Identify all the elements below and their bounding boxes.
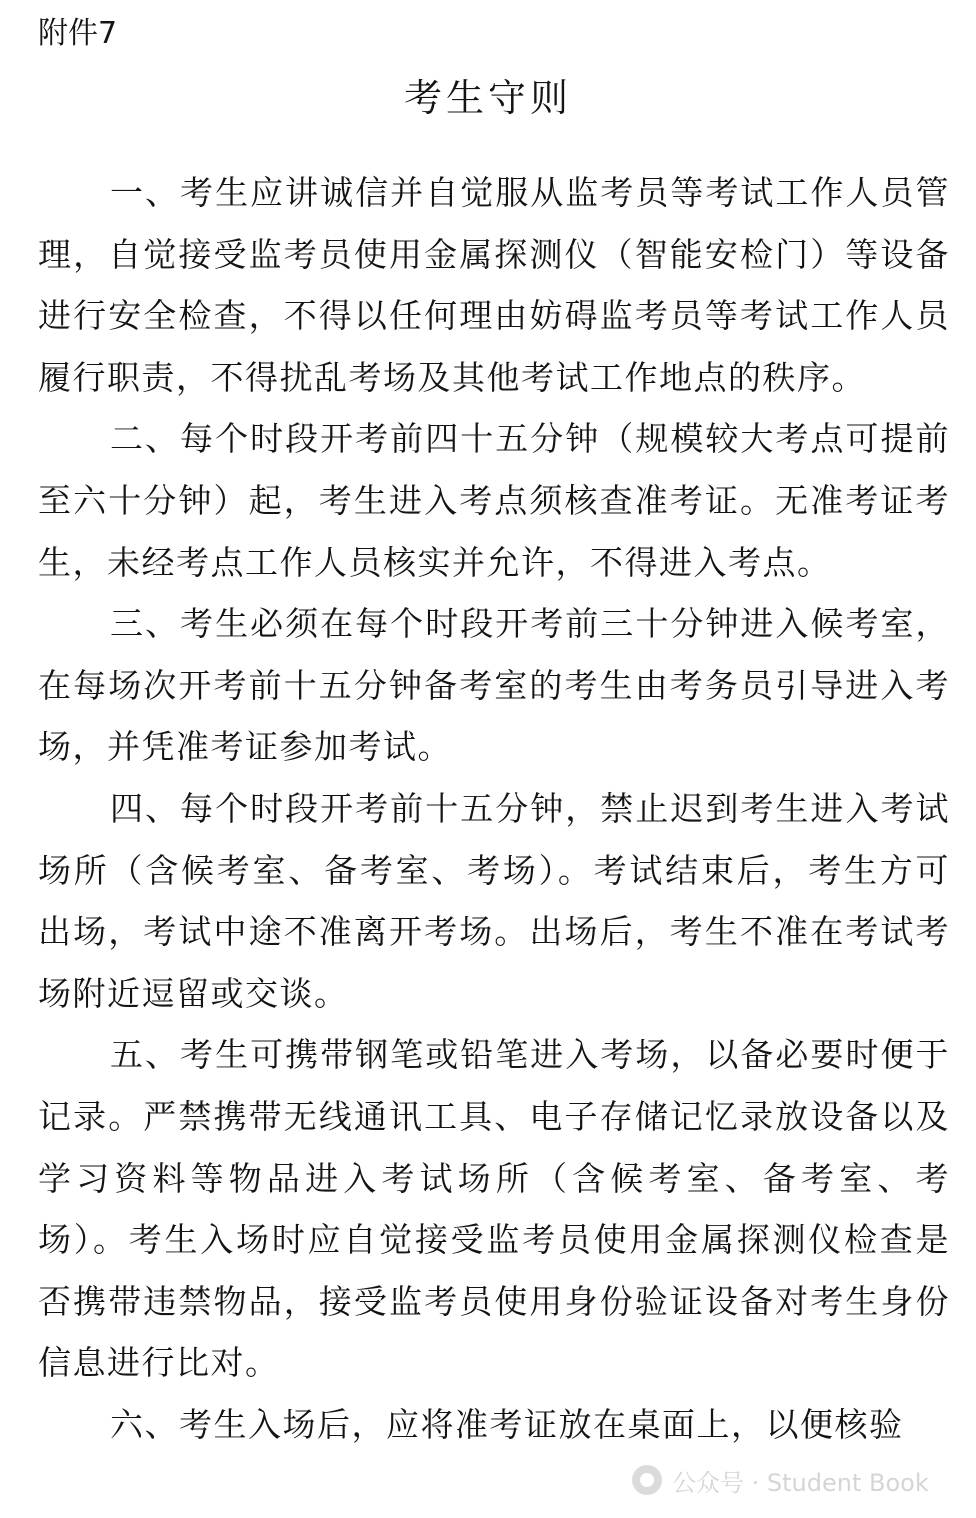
paragraph-5: 五、考生可携带钢笔或铅笔进入考场，以备必要时便于记录。严禁携带无线通讯工具、电子存储记忆录放设备以及学习资料等物品进入考试场所（含候考室、备考室、考场）。考生入场时应自觉接受监考员使用金属探测仪检查是否携带违禁物品，接受监考员使用身份验证设备对考生身份信息进行比对。 (38, 1035, 950, 1383)
attachment-label: 附件7 (38, 16, 118, 51)
watermark (632, 1460, 929, 1500)
paragraph-1: 一、考生应讲诚信并自觉服从监考员等考试工作人员管理，自觉接受监考员使用金属探测仪（智能安检门）等设备进行安全检查，不得以任何理由妨碍监考员等考试工作人员履行职责，不得扰乱考场及其他考试工作地点的秩序。 (38, 173, 950, 397)
paragraph-3: 三、考生必须在每个时段开考前三十分钟进入候考室，在每场次开考前十五分钟备考室的考生由考务员引导进入考场，并凭准考证参加考试。 (38, 604, 950, 767)
document-title: 考生守则 (403, 76, 572, 120)
paragraph-2: 二、每个时段开考前四十五分钟（规模较大考点可提前至六十分钟）起，考生进入考点须核查准考证。无准考证考生，未经考点工作人员核实并允许，不得进入考点。 (38, 419, 950, 582)
paragraph-4: 四、每个时段开考前十五分钟，禁止迟到考生进入考试场所（含候考室、备考室、考场）。考试结束后，考生方可出场，考试中途不准离开考场。出场后，考生不准在考试考场附近逗留或交谈。 (38, 788, 950, 1013)
account-icon (632, 1465, 662, 1495)
watermark-text: 公众号 · Student Book (672, 1468, 929, 1497)
document-body (38, 162, 950, 1455)
paragraph-6: 六、考生入场后，应将准考证放在桌面上，以便核验 (110, 1404, 904, 1444)
